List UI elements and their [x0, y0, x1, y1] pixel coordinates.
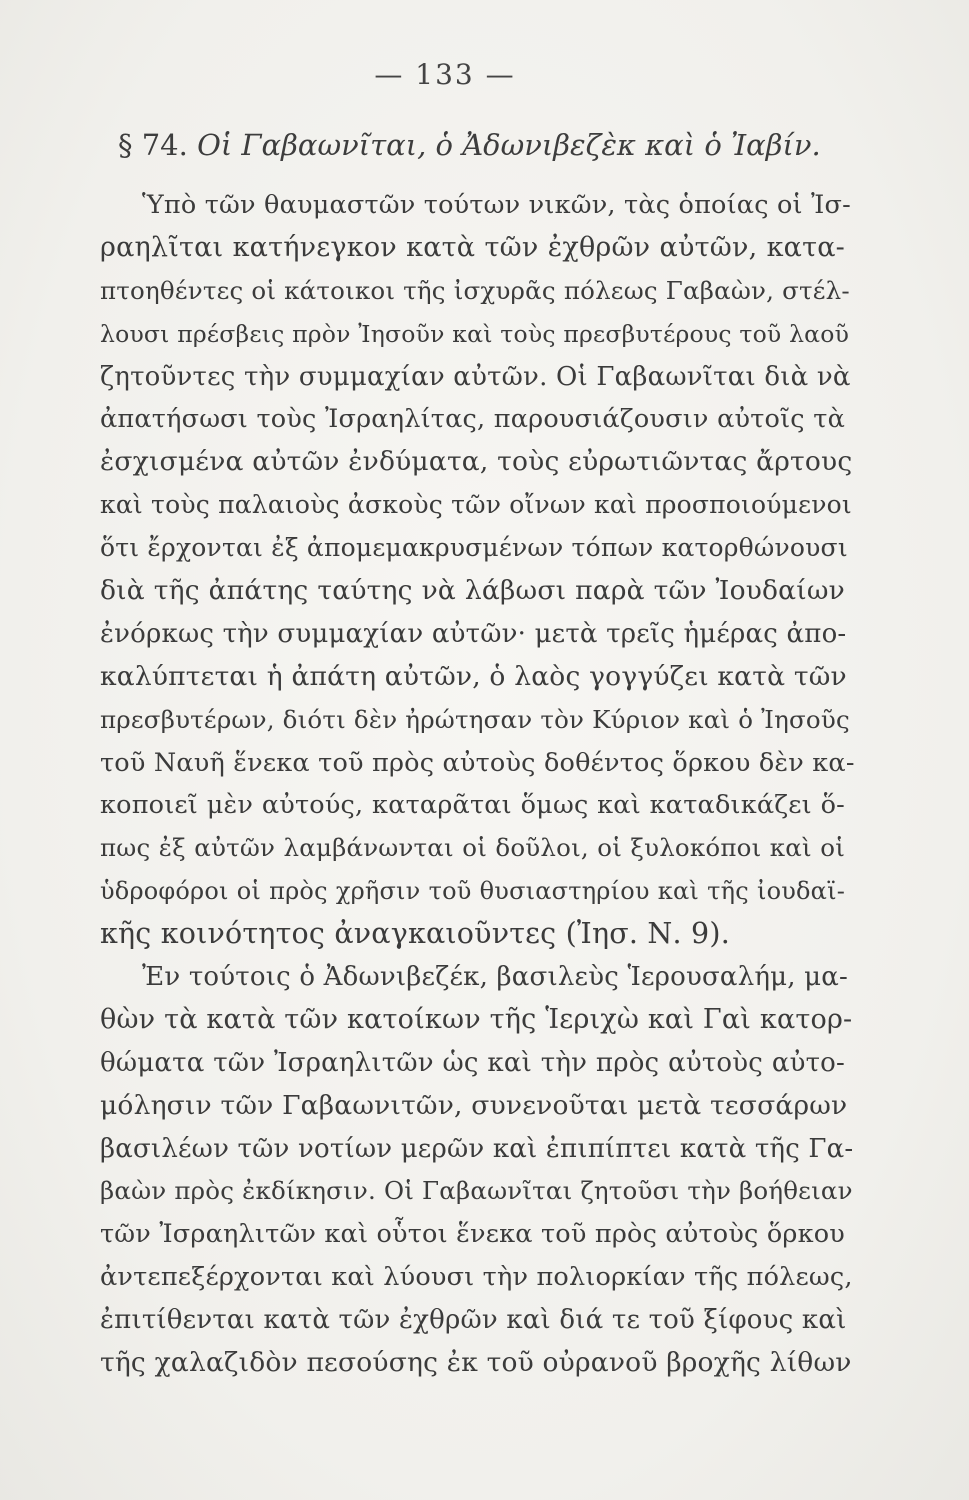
text-line: βασιλέων τῶν νοτίων μερῶν καὶ ἐπιπίπτει κατὰ τῆς Γα- — [100, 1133, 854, 1164]
text-line: κῆς κοινότητος ἀναγκαιοῦντες (Ἰησ. Ν. 9). — [100, 917, 730, 951]
text-line: ὅτι ἔρχονται ἐξ ἀπομεμακρυσμένων τόπων κατορθώνουσι — [100, 533, 848, 563]
text-line: τῆς χαλαζιδὸν πεσούσης ἐκ τοῦ οὐρανοῦ βροχῆς λίθων — [100, 1347, 852, 1379]
text-line: θώματα τῶν Ἰσραηλιτῶν ὡς καὶ τὴν πρὸς αὐτοὺς αὐτο- — [100, 1047, 845, 1078]
text-line: καλύπτεται ἡ ἀπάτη αὐτῶν, ὁ λαὸς γογγύζει κατὰ τῶν — [100, 660, 847, 692]
text-line: ἐπιτίθενται κατὰ τῶν ἐχθρῶν καὶ διά τε τοῦ ξίφους καὶ — [100, 1305, 847, 1336]
text-line: Ἐν τούτοις ὁ Ἀδωνιβεζέκ, βασιλεὺς Ἱερουσαλήμ, μα- — [142, 962, 849, 993]
section-symbol: § 74. — [118, 128, 188, 162]
text-line: πως ἐξ αὐτῶν λαμβάνωνται οἱ δοῦλοι, οἱ ξυλοκόποι καὶ οἱ — [100, 833, 845, 863]
text-line: κοποιεῖ μὲν αὐτούς, καταρᾶται ὅμως καὶ καταδικάζει ὅ- — [100, 790, 845, 821]
text-line: διὰ τῆς ἀπάτης ταύτης νὰ λάβωσι παρὰ τῶν Ἰουδαίων — [100, 575, 845, 607]
section-heading — [118, 128, 821, 162]
text-line: πρεσβυτέρων, διότι δὲν ἠρώτησαν τὸν Κύριον καὶ ὁ Ἰησοῦς — [100, 704, 850, 734]
text-line: βαὼν πρὸς ἐκδίκησιν. Οἱ Γαβαωνῖται ζητοῦσι τὴν βοήθειαν — [100, 1176, 853, 1206]
text-line: μόλησιν τῶν Γαβαωνιτῶν, συνενοῦται μετὰ τεσσάρων — [100, 1089, 848, 1121]
text-line: πτοηθέντες οἱ κάτοικοι τῆς ἰσχυρᾶς πόλεως Γαβαὼν, στέλ- — [100, 275, 850, 305]
body-text — [100, 184, 855, 1385]
text-line: ἐνόρκως τὴν συμμαχίαν αὐτῶν· μετὰ τρεῖς ἡμέρας ἀπο- — [100, 618, 847, 649]
text-line: καὶ τοὺς παλαιοὺς ἀσκοὺς τῶν οἴνων καὶ προσποιούμενοι — [100, 490, 852, 520]
text-line: Ὑπὸ τῶν θαυμαστῶν τούτων νικῶν, τὰς ὁποίας οἱ Ἰσ- — [142, 190, 851, 220]
text-line: ζητοῦντες τὴν συμμαχίαν αὐτῶν. Οἱ Γαβαωνῖται διὰ νὰ — [100, 361, 851, 392]
text-line: ἀπατήσωσι τοὺς Ἰσραηλίτας, παρουσιάζουσιν αὐτοῖς τὰ — [100, 404, 845, 435]
text-line: λουσι πρέσβεις πρὸν Ἰησοῦν καὶ τοὺς πρεσβυτέρους τοῦ λαοῦ — [100, 319, 850, 348]
text-line: θὼν τὰ κατὰ τῶν κατοίκων τῆς Ἱεριχὼ καὶ Γαὶ κατορ- — [100, 1003, 853, 1035]
section-title: Οἱ Γαβαωνῖται, ὁ Ἀδωνιβεζὲκ καὶ ὁ Ἰαβίν. — [197, 128, 821, 162]
text-line: ὑδροφόροι οἱ πρὸς χρῆσιν τοῦ θυσιαστηρίου καὶ τῆς ἰουδαϊ- — [100, 877, 845, 906]
page-number: — 133 — — [374, 58, 516, 91]
text-line: ἐσχισμένα αὐτῶν ἐνδύματα, τοὺς εὐρωτιῶντας ἄρτους — [100, 446, 853, 478]
text-line: τῶν Ἰσραηλιτῶν καὶ οὗτοι ἕνεκα τοῦ πρὸς αὐτοὺς ὅρκου — [100, 1219, 845, 1250]
text-line: τοῦ Ναυῆ ἕνεκα τοῦ πρὸς αὐτοὺς δοθέντος ὅρκου δὲν κα- — [100, 747, 855, 778]
text-line: ραηλῖται κατήνεγκον κατὰ τῶν ἐχθρῶν αὐτῶν, κατα- — [100, 231, 845, 263]
text-line: ἀντεπεξέρχονται καὶ λύουσι τὴν πολιορκίαν τῆς πόλεως, — [100, 1262, 853, 1293]
